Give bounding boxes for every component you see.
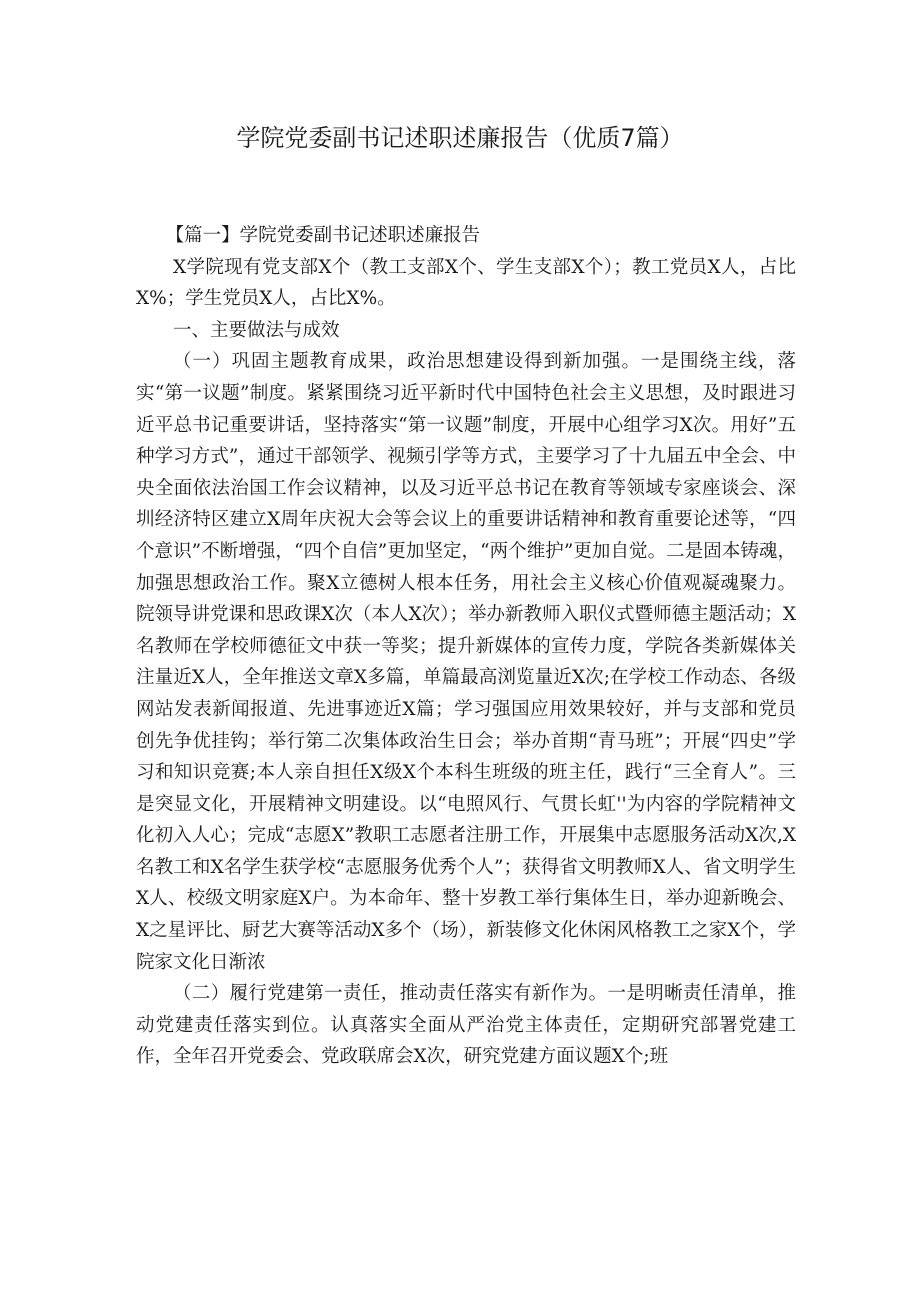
paragraph-party-stats: X学院现有党支部X个（教工支部X个、学生支部X个）；教工党员X人，占比X%；学生党员X人，占比X%。 [136,256,796,310]
section-heading-part-one: 【篇一】学院党委副书记述职述廉报告 [165,225,481,246]
document-body [136,220,796,1073]
section-heading-main-practices: 一、主要做法与成效 [173,319,340,341]
paragraph-ideological-building: （一）巩固主题教育成果，政治思想建设得到新加强。一是围绕主线，落实“第一议题”制度。紧紧围绕习近平新时代中国特色社会主义思想，及时跟进习近平总书记重要讲话，坚持落实“第一议题”制度，开展中心组学习X次。用好”五种学习方式”，通过干部领学、视频引学等方式，主要学习了十九届五中全会、中央全面依法治国工作会议精神，以及习近平总书记在教育等领域专家座谈会、深圳经济特区建立X周年庆祝大会等会议上的重要讲话精神和教育重要论述等，“四个意识”不断增强，“四个自信”更加坚定，“两个维护”更加自觉。二是固本铸魂，加强思想政治工作。聚X立德树人根本任务，用社会主义核心价值观凝魂聚力。院领导讲党课和思政课X次（本人X次）；举办新教师入职仪式暨师德主题活动；X名教师在学校师德征文中获一等奖；提升新媒体的宣传力度，学院各类新媒体关注量近X人，全年推送文章X多篇，单篇最高浏览量近X次;在学校工作动态、各级网站发表新闻报道、先进事迹近X篇；学习强国应用效果较好，并与支部和党员创先争优挂钩；举行第二次集体政治生日会；举办首期“青马班”；开展“四史”学习和知识竞赛;本人亲自担任X级X个本科生班级的班主任，践行“三全育人”。三是突显文化，开展精神文明建设。以“电照风行、气贯长虹''为内容的学院精神文化初入人心；完成“志愿X”教职工志愿者注册工作，开展集中志愿服务活动X次,X名教工和X名学生获学校“志愿服务优秀个人”；获得省文明教师X人、省文明学生X人、校级文明家庭X户。为本命年、整十岁教工举行集体生日，举办迎新晚会、X之星评比、厨艺大赛等活动X多个（场），新装修文化休闲风格教工之家X个，学院家文化日渐浓 [136,351,796,973]
document-title: 学院党委副书记述职述廉报告（优质7篇） [236,124,684,152]
paragraph-party-responsibility: （二）履行党建第一责任，推动责任落实有新作为。一是明晰责任清单，推动党建责任落实到位。认真落实全面从严治党主体责任，定期研究部署党建工作，全年召开党委会、党政联席会X次，研究党建方面议题X个;班 [136,983,796,1068]
